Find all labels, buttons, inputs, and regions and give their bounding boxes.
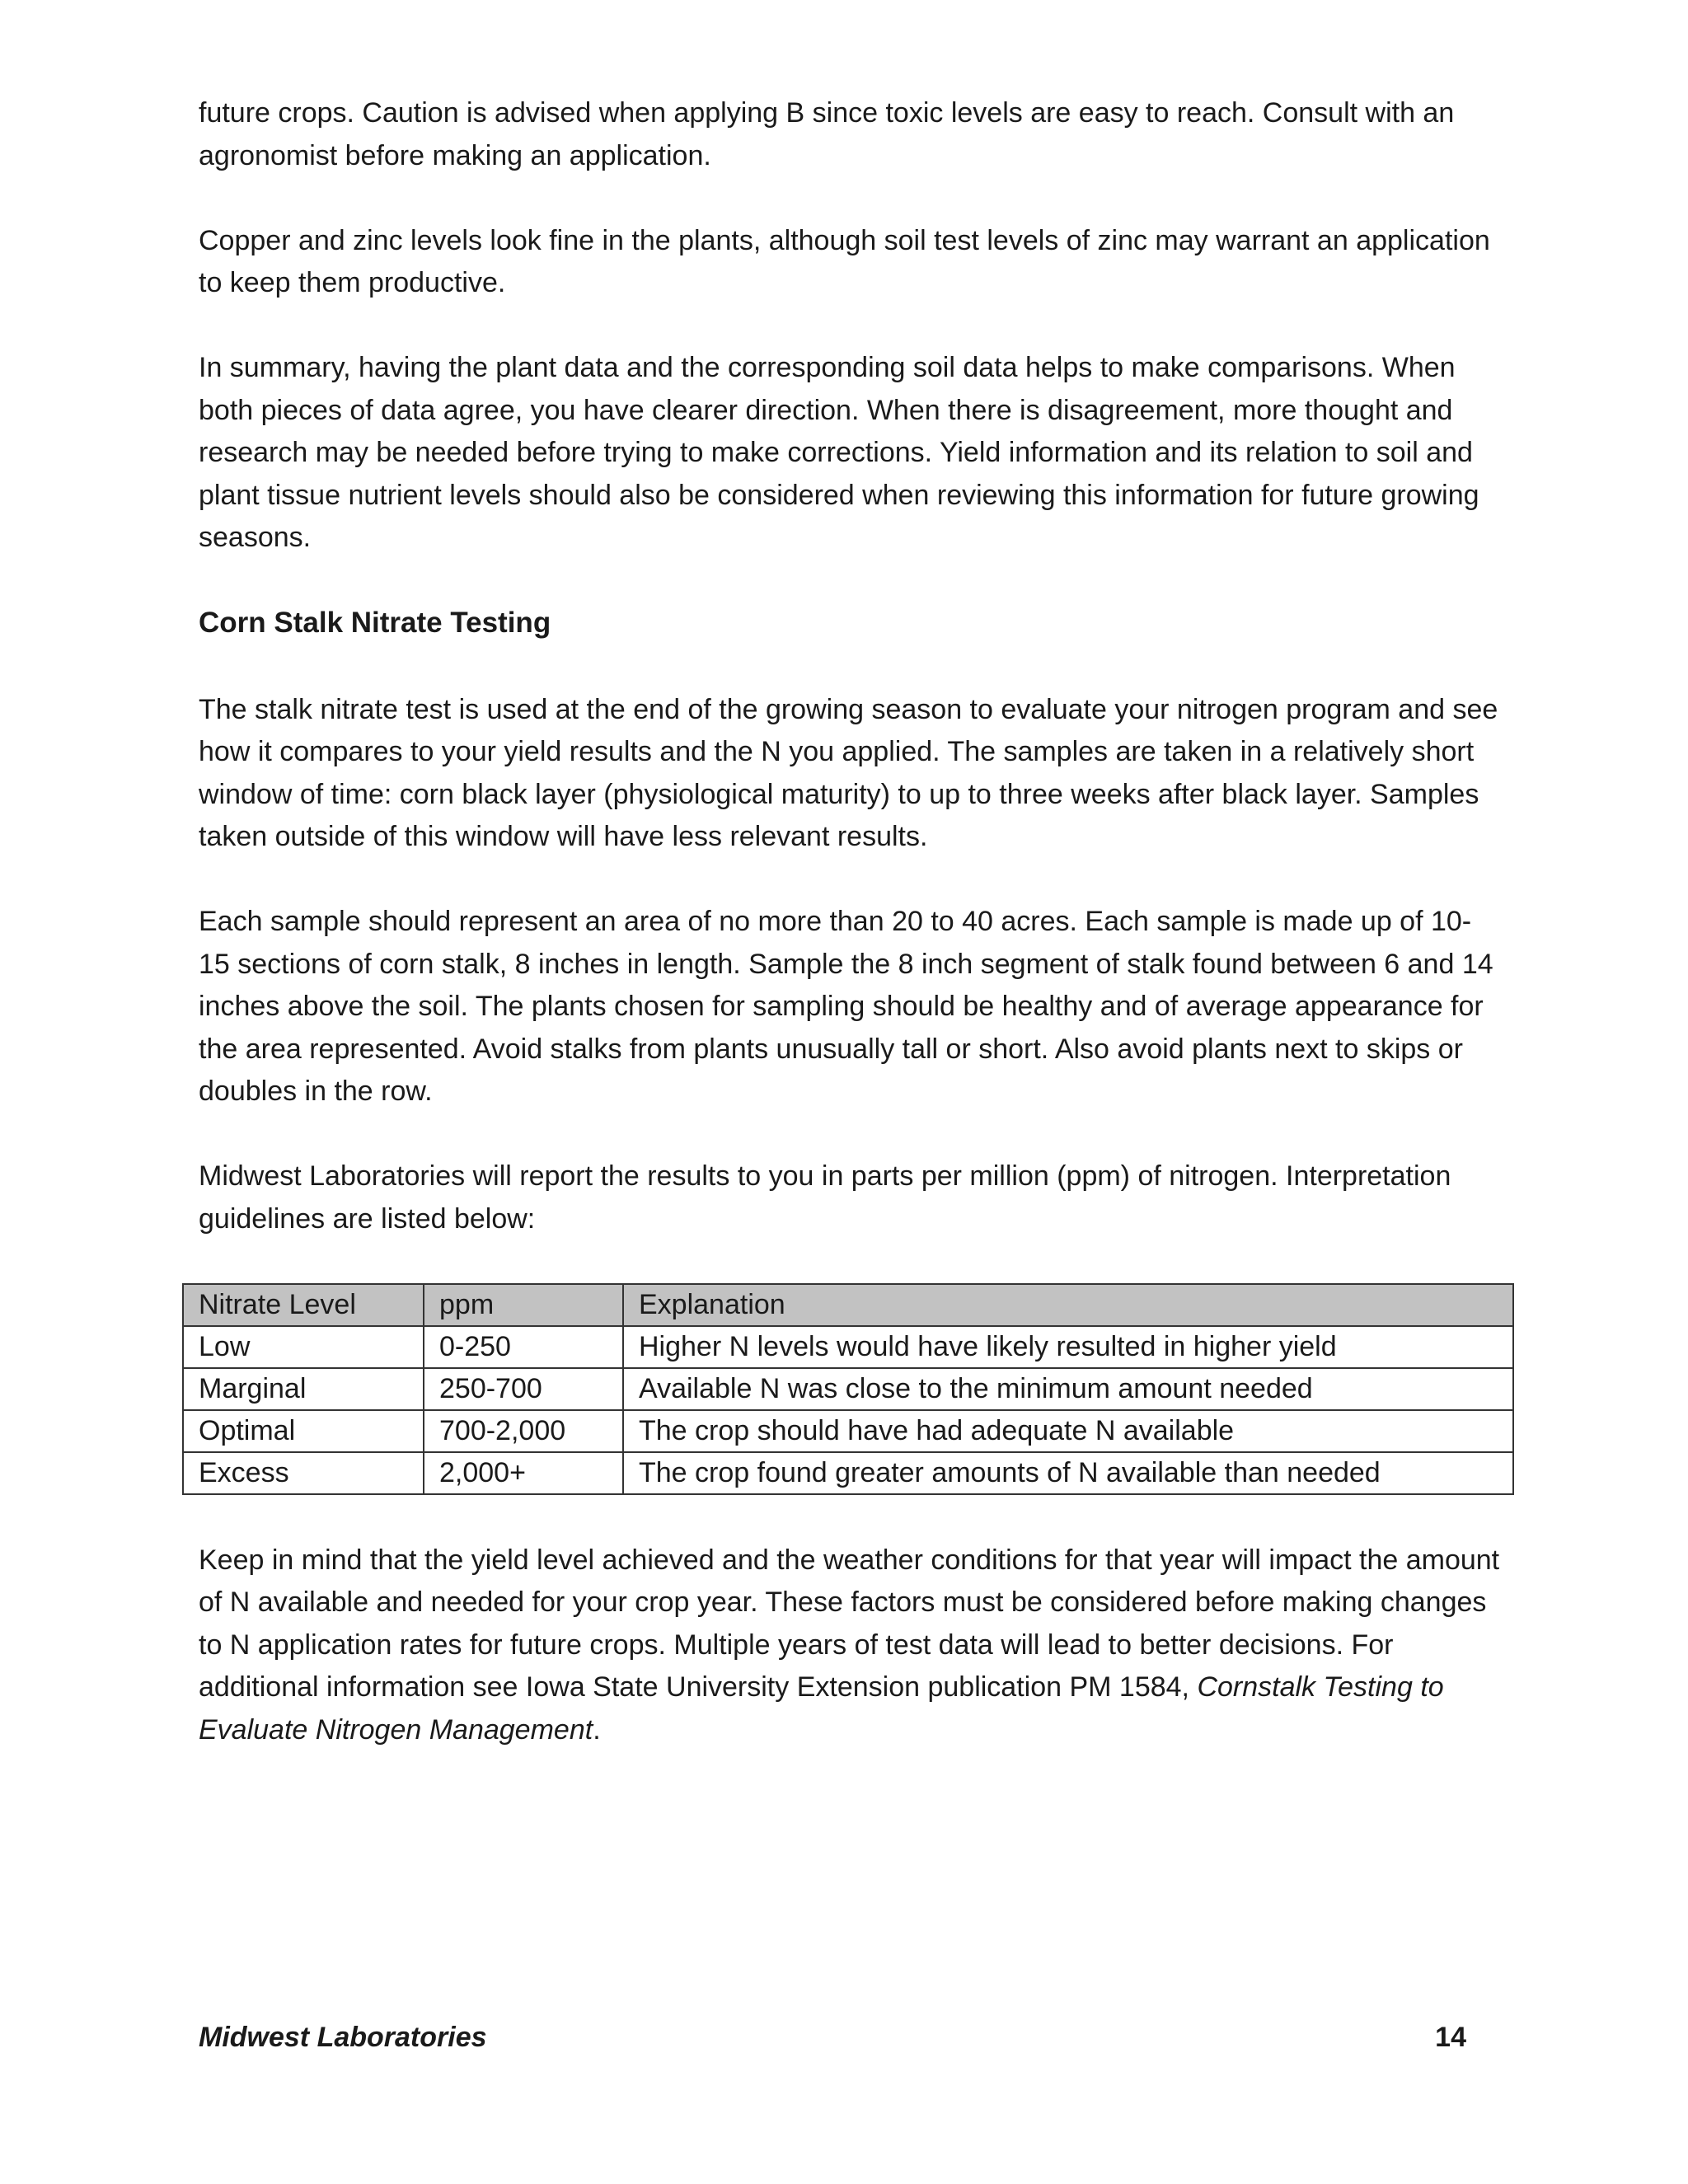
page-number: 14 <box>1435 2022 1466 2053</box>
table-row <box>183 1368 1513 1410</box>
cell-ppm: 250-700 <box>424 1368 623 1410</box>
cell-explanation: The crop found greater amounts of N available than needed <box>623 1452 1513 1494</box>
table-row <box>183 1326 1513 1368</box>
cell-ppm: 2,000+ <box>424 1452 623 1494</box>
cell-explanation: Higher N levels would have likely resulted in higher yield <box>623 1326 1513 1368</box>
header-explanation: Explanation <box>623 1284 1513 1326</box>
cell-level: Optimal <box>183 1410 424 1452</box>
cell-explanation: Available N was close to the minimum amount needed <box>623 1368 1513 1410</box>
section-heading: Corn Stalk Nitrate Testing <box>199 607 551 639</box>
closing-period: . <box>593 1713 601 1746</box>
footer-organization: Midwest Laboratories <box>199 2022 487 2053</box>
cell-explanation: The crop should have had adequate N available <box>623 1410 1513 1452</box>
cell-level: Low <box>183 1326 424 1368</box>
page-footer <box>199 2016 1466 2059</box>
cell-level: Marginal <box>183 1368 424 1410</box>
header-ppm: ppm <box>424 1284 623 1326</box>
publication-title: Cornstalk Testing to Evaluate Nitrogen Management <box>199 1671 1444 1746</box>
table-row <box>183 1410 1513 1452</box>
page-content <box>199 92 1501 1794</box>
table-header-row <box>183 1284 1513 1326</box>
paragraph-copper-zinc: Copper and zinc levels look fine in the plants, although soil test levels of zinc may warrant an application to keep them productive. <box>199 224 1490 298</box>
table-row <box>183 1452 1513 1494</box>
nitrate-interpretation-table <box>182 1283 1514 1495</box>
header-nitrate-level: Nitrate Level <box>183 1284 424 1326</box>
paragraph-closing <box>199 1540 1501 1752</box>
cell-ppm: 0-250 <box>424 1326 623 1368</box>
paragraph-summary: In summary, having the plant data and the corresponding soil data helps to make comparisons. When both pieces of data agree, you have clearer direction. When there is disagreement, more thought and research may be needed before trying to make corrections. Yield information and its relation to soil and plant tissue nutrient levels should also be considered when reviewing this information for future growing seasons. <box>199 352 1479 553</box>
paragraph-boron-caution: future crops. Caution is advised when applying B since toxic levels are easy to reach. Consult with an agronomist before making an application. <box>199 97 1455 171</box>
cell-level: Excess <box>183 1452 424 1494</box>
paragraph-report-results: Midwest Laboratories will report the results to you in parts per million (ppm) of nitrogen. Interpretation guidelines are listed below: <box>199 1160 1451 1235</box>
paragraph-stalk-test-intro: The stalk nitrate test is used at the end of the growing season to evaluate your nitrogen program and see how it compares to your yield results and the N you applied. The samples are taken in a relatively short window of time: corn black layer (physiological maturity) to up to three weeks after black layer. Samples taken outside of this window will have less relevant results. <box>199 693 1498 852</box>
cell-ppm: 700-2,000 <box>424 1410 623 1452</box>
paragraph-sampling-instructions: Each sample should represent an area of no more than 20 to 40 acres. Each sample is made up of 10-15 sections of corn stalk, 8 inches in length. Sample the 8 inch segment of stalk found between 6 and 14 inches above the soil. The plants chosen for sampling should be healthy and of average appearance for the area represented. Avoid stalks from plants unusually tall or short. Also avoid plants next to skips or doubles in the row. <box>199 906 1493 1107</box>
closing-text: Keep in mind that the yield level achieved and the weather conditions for that year will impact the amount of N available and needed for your crop year. These factors must be considered before making changes to N application rates for future crops. Multiple years of test data will lead to better decisions. For additional information see Iowa State University Extension publication PM 1584, <box>199 1544 1500 1703</box>
